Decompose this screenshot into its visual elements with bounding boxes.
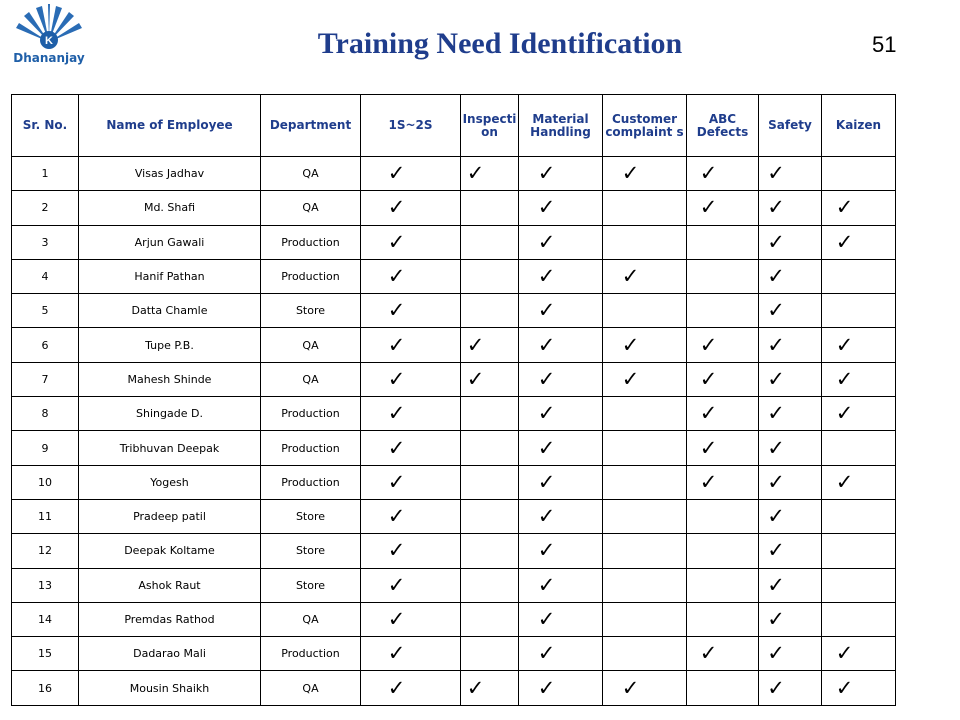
check-cell bbox=[603, 259, 687, 293]
check-cell bbox=[759, 431, 822, 465]
check-cell bbox=[822, 328, 896, 362]
check-cell bbox=[361, 191, 461, 225]
check-cell bbox=[687, 362, 759, 396]
cell-name: Tupe P.B. bbox=[79, 328, 261, 362]
checkmark-icon: ✓ bbox=[537, 229, 556, 254]
checkmark-icon: ✓ bbox=[699, 332, 718, 357]
check-cell bbox=[461, 157, 519, 191]
checkmark-icon: ✓ bbox=[621, 366, 640, 391]
check-cell bbox=[687, 637, 759, 671]
cell-sr: 5 bbox=[12, 294, 79, 328]
checkmark-icon: ✓ bbox=[699, 195, 718, 220]
check-cell bbox=[603, 568, 687, 602]
check-cell bbox=[822, 362, 896, 396]
checkmark-icon: ✓ bbox=[699, 401, 718, 426]
checkmark-icon: ✓ bbox=[387, 538, 406, 563]
checkmark-icon: ✓ bbox=[835, 229, 854, 254]
check-cell bbox=[361, 328, 461, 362]
check-cell bbox=[519, 568, 603, 602]
check-cell bbox=[822, 191, 896, 225]
check-cell bbox=[759, 191, 822, 225]
check-cell bbox=[461, 499, 519, 533]
checkmark-icon: ✓ bbox=[767, 161, 785, 186]
table-row bbox=[12, 294, 896, 328]
cell-dept: Production bbox=[261, 637, 361, 671]
checkmark-icon: ✓ bbox=[387, 332, 406, 357]
checkmark-icon: ✓ bbox=[537, 264, 556, 289]
check-cell bbox=[687, 328, 759, 362]
col-header: Kaizen bbox=[822, 95, 896, 157]
checkmark-icon: ✓ bbox=[767, 229, 785, 254]
checkmark-icon: ✓ bbox=[767, 195, 785, 220]
checkmark-icon: ✓ bbox=[537, 366, 556, 391]
checkmark-icon: ✓ bbox=[387, 641, 406, 666]
table-row bbox=[12, 362, 896, 396]
cell-dept: Production bbox=[261, 397, 361, 431]
check-cell bbox=[361, 362, 461, 396]
cell-dept: Production bbox=[261, 431, 361, 465]
checkmark-icon: ✓ bbox=[699, 161, 718, 186]
check-cell bbox=[461, 294, 519, 328]
checkmark-icon: ✓ bbox=[835, 366, 854, 391]
checkmark-icon: ✓ bbox=[537, 641, 556, 666]
check-cell bbox=[759, 671, 822, 705]
checkmark-icon: ✓ bbox=[387, 298, 406, 323]
table-row bbox=[12, 225, 896, 259]
cell-sr: 2 bbox=[12, 191, 79, 225]
cell-name: Deepak Koltame bbox=[79, 534, 261, 568]
cell-sr: 9 bbox=[12, 431, 79, 465]
check-cell bbox=[687, 568, 759, 602]
checkmark-icon: ✓ bbox=[537, 469, 556, 494]
check-cell bbox=[822, 294, 896, 328]
checkmark-icon: ✓ bbox=[466, 366, 485, 391]
checkmark-icon: ✓ bbox=[537, 332, 556, 357]
table-row bbox=[12, 157, 896, 191]
cell-dept: Store bbox=[261, 568, 361, 602]
check-cell bbox=[822, 499, 896, 533]
check-cell bbox=[822, 465, 896, 499]
check-cell bbox=[519, 671, 603, 705]
cell-sr: 12 bbox=[12, 534, 79, 568]
check-cell bbox=[519, 362, 603, 396]
page-number: 51 bbox=[872, 32, 897, 57]
check-cell bbox=[361, 568, 461, 602]
check-cell bbox=[603, 397, 687, 431]
check-cell bbox=[361, 294, 461, 328]
checkmark-icon: ✓ bbox=[387, 161, 406, 186]
cell-sr: 8 bbox=[12, 397, 79, 431]
col-header: Department bbox=[261, 95, 361, 157]
checkmark-icon: ✓ bbox=[767, 538, 785, 563]
cell-name: Hanif Pathan bbox=[79, 259, 261, 293]
table-body bbox=[12, 157, 896, 706]
col-header: Material Handling bbox=[519, 95, 603, 157]
col-header: ABC Defects bbox=[687, 95, 759, 157]
company-logo bbox=[6, 4, 92, 66]
check-cell bbox=[687, 431, 759, 465]
check-cell bbox=[603, 362, 687, 396]
check-cell bbox=[822, 637, 896, 671]
checkmark-icon: ✓ bbox=[767, 675, 785, 700]
cell-sr: 11 bbox=[12, 499, 79, 533]
check-cell bbox=[603, 499, 687, 533]
checkmark-icon: ✓ bbox=[537, 298, 556, 323]
cell-dept: Production bbox=[261, 259, 361, 293]
check-cell bbox=[361, 637, 461, 671]
check-cell bbox=[603, 534, 687, 568]
check-cell bbox=[759, 534, 822, 568]
check-cell bbox=[603, 671, 687, 705]
check-cell bbox=[759, 157, 822, 191]
svg-text:K: K bbox=[45, 35, 53, 47]
checkmark-icon: ✓ bbox=[835, 332, 854, 357]
cell-name: Visas Jadhav bbox=[79, 157, 261, 191]
cell-sr: 13 bbox=[12, 568, 79, 602]
checkmark-icon: ✓ bbox=[835, 469, 854, 494]
checkmark-icon: ✓ bbox=[387, 504, 406, 529]
table-row bbox=[12, 328, 896, 362]
check-cell bbox=[461, 362, 519, 396]
check-cell bbox=[759, 259, 822, 293]
table-row bbox=[12, 671, 896, 705]
check-cell bbox=[822, 534, 896, 568]
check-cell bbox=[519, 637, 603, 671]
check-cell bbox=[759, 499, 822, 533]
check-cell bbox=[687, 157, 759, 191]
checkmark-icon: ✓ bbox=[835, 675, 854, 700]
check-cell bbox=[461, 431, 519, 465]
check-cell bbox=[603, 191, 687, 225]
table-row bbox=[12, 465, 896, 499]
cell-dept: Production bbox=[261, 225, 361, 259]
table-row bbox=[12, 602, 896, 636]
check-cell bbox=[822, 259, 896, 293]
cell-name: Mousin Shaikh bbox=[79, 671, 261, 705]
checkmark-icon: ✓ bbox=[835, 195, 854, 220]
checkmark-icon: ✓ bbox=[537, 607, 556, 631]
check-cell bbox=[759, 225, 822, 259]
cell-dept: QA bbox=[261, 328, 361, 362]
check-cell bbox=[461, 191, 519, 225]
checkmark-icon: ✓ bbox=[537, 538, 556, 563]
checkmark-icon: ✓ bbox=[537, 435, 556, 460]
checkmark-icon: ✓ bbox=[699, 366, 718, 391]
checkmark-icon: ✓ bbox=[387, 401, 406, 426]
check-cell bbox=[461, 259, 519, 293]
check-cell bbox=[687, 499, 759, 533]
checkmark-icon: ✓ bbox=[767, 435, 785, 460]
check-cell bbox=[603, 637, 687, 671]
checkmark-icon: ✓ bbox=[767, 366, 785, 391]
check-cell bbox=[687, 397, 759, 431]
checkmark-icon: ✓ bbox=[466, 675, 485, 700]
check-cell bbox=[361, 397, 461, 431]
check-cell bbox=[822, 671, 896, 705]
cell-name: Md. Shafi bbox=[79, 191, 261, 225]
check-cell bbox=[687, 534, 759, 568]
check-cell bbox=[361, 225, 461, 259]
checkmark-icon: ✓ bbox=[621, 161, 640, 186]
cell-sr: 15 bbox=[12, 637, 79, 671]
checkmark-icon: ✓ bbox=[767, 572, 785, 597]
cell-sr: 4 bbox=[12, 259, 79, 293]
check-cell bbox=[519, 191, 603, 225]
check-cell bbox=[461, 225, 519, 259]
table-header-row bbox=[12, 95, 896, 157]
check-cell bbox=[822, 602, 896, 636]
cell-dept: Production bbox=[261, 465, 361, 499]
check-cell bbox=[603, 294, 687, 328]
checkmark-icon: ✓ bbox=[699, 435, 718, 460]
page-title: Training Need Identification bbox=[317, 27, 683, 60]
check-cell bbox=[519, 465, 603, 499]
check-cell bbox=[822, 431, 896, 465]
checkmark-icon: ✓ bbox=[537, 161, 556, 186]
checkmark-icon: ✓ bbox=[537, 401, 556, 426]
check-cell bbox=[603, 465, 687, 499]
checkmark-icon: ✓ bbox=[387, 435, 406, 460]
cell-sr: 7 bbox=[12, 362, 79, 396]
training-table bbox=[11, 94, 896, 706]
checkmark-icon: ✓ bbox=[835, 401, 854, 426]
check-cell bbox=[822, 225, 896, 259]
check-cell bbox=[519, 157, 603, 191]
check-cell bbox=[603, 328, 687, 362]
col-header: Inspecti on bbox=[461, 95, 519, 157]
cell-dept: QA bbox=[261, 362, 361, 396]
check-cell bbox=[519, 397, 603, 431]
table-row bbox=[12, 191, 896, 225]
logo-rays-icon bbox=[6, 4, 92, 52]
check-cell bbox=[603, 602, 687, 636]
check-cell bbox=[361, 259, 461, 293]
cell-name: Ashok Raut bbox=[79, 568, 261, 602]
cell-sr: 16 bbox=[12, 671, 79, 705]
checkmark-icon: ✓ bbox=[767, 332, 785, 357]
check-cell bbox=[759, 362, 822, 396]
table-row bbox=[12, 431, 896, 465]
check-cell bbox=[603, 431, 687, 465]
check-cell bbox=[461, 397, 519, 431]
check-cell bbox=[461, 534, 519, 568]
check-cell bbox=[759, 397, 822, 431]
check-cell bbox=[603, 157, 687, 191]
check-cell bbox=[361, 157, 461, 191]
cell-sr: 3 bbox=[12, 225, 79, 259]
checkmark-icon: ✓ bbox=[387, 675, 406, 700]
cell-sr: 1 bbox=[12, 157, 79, 191]
checkmark-icon: ✓ bbox=[835, 641, 854, 666]
check-cell bbox=[519, 534, 603, 568]
col-header: Sr. No. bbox=[12, 95, 79, 157]
check-cell bbox=[759, 568, 822, 602]
check-cell bbox=[361, 431, 461, 465]
check-cell bbox=[461, 328, 519, 362]
col-header: Safety bbox=[759, 95, 822, 157]
checkmark-icon: ✓ bbox=[621, 332, 640, 357]
table-row bbox=[12, 534, 896, 568]
cell-sr: 6 bbox=[12, 328, 79, 362]
check-cell bbox=[461, 671, 519, 705]
cell-dept: Store bbox=[261, 499, 361, 533]
checkmark-icon: ✓ bbox=[387, 195, 406, 220]
check-cell bbox=[361, 602, 461, 636]
check-cell bbox=[519, 259, 603, 293]
checkmark-icon: ✓ bbox=[767, 504, 785, 529]
checkmark-icon: ✓ bbox=[387, 607, 406, 631]
checkmark-icon: ✓ bbox=[466, 161, 485, 186]
check-cell bbox=[759, 465, 822, 499]
checkmark-icon: ✓ bbox=[387, 469, 406, 494]
check-cell bbox=[603, 225, 687, 259]
check-cell bbox=[759, 602, 822, 636]
check-cell bbox=[361, 499, 461, 533]
check-cell bbox=[519, 225, 603, 259]
check-cell bbox=[822, 568, 896, 602]
checkmark-icon: ✓ bbox=[387, 229, 406, 254]
cell-sr: 10 bbox=[12, 465, 79, 499]
checkmark-icon: ✓ bbox=[767, 607, 785, 631]
check-cell bbox=[759, 328, 822, 362]
cell-dept: QA bbox=[261, 191, 361, 225]
check-cell bbox=[822, 157, 896, 191]
checkmark-icon: ✓ bbox=[621, 675, 640, 700]
col-header: 1S~2S bbox=[361, 95, 461, 157]
cell-name: Premdas Rathod bbox=[79, 602, 261, 636]
checkmark-icon: ✓ bbox=[537, 572, 556, 597]
check-cell bbox=[687, 225, 759, 259]
cell-dept: Store bbox=[261, 534, 361, 568]
check-cell bbox=[687, 294, 759, 328]
check-cell bbox=[759, 294, 822, 328]
checkmark-icon: ✓ bbox=[537, 675, 556, 700]
check-cell bbox=[461, 465, 519, 499]
cell-sr: 14 bbox=[12, 602, 79, 636]
check-cell bbox=[687, 602, 759, 636]
checkmark-icon: ✓ bbox=[767, 264, 785, 289]
checkmark-icon: ✓ bbox=[767, 641, 785, 666]
cell-dept: QA bbox=[261, 602, 361, 636]
checkmark-icon: ✓ bbox=[387, 366, 406, 391]
check-cell bbox=[519, 602, 603, 636]
check-cell bbox=[687, 465, 759, 499]
check-cell bbox=[519, 499, 603, 533]
table-row bbox=[12, 637, 896, 671]
checkmark-icon: ✓ bbox=[699, 641, 718, 666]
checkmark-icon: ✓ bbox=[621, 264, 640, 289]
cell-dept: QA bbox=[261, 157, 361, 191]
table-row bbox=[12, 499, 896, 533]
logo-text: Dhananjay bbox=[13, 51, 85, 65]
check-cell bbox=[687, 191, 759, 225]
cell-name: Pradeep patil bbox=[79, 499, 261, 533]
check-cell bbox=[361, 671, 461, 705]
check-cell bbox=[461, 637, 519, 671]
check-cell bbox=[687, 671, 759, 705]
check-cell bbox=[461, 602, 519, 636]
check-cell bbox=[519, 294, 603, 328]
check-cell bbox=[361, 465, 461, 499]
cell-name: Yogesh bbox=[79, 465, 261, 499]
table-row bbox=[12, 397, 896, 431]
checkmark-icon: ✓ bbox=[387, 264, 406, 289]
cell-name: Arjun Gawali bbox=[79, 225, 261, 259]
cell-name: Tribhuvan Deepak bbox=[79, 431, 261, 465]
check-cell bbox=[687, 259, 759, 293]
cell-dept: QA bbox=[261, 671, 361, 705]
cell-name: Datta Chamle bbox=[79, 294, 261, 328]
cell-name: Dadarao Mali bbox=[79, 637, 261, 671]
check-cell bbox=[519, 328, 603, 362]
checkmark-icon: ✓ bbox=[767, 401, 785, 426]
table-row bbox=[12, 568, 896, 602]
checkmark-icon: ✓ bbox=[537, 195, 556, 220]
checkmark-icon: ✓ bbox=[387, 572, 406, 597]
cell-dept: Store bbox=[261, 294, 361, 328]
checkmark-icon: ✓ bbox=[767, 298, 785, 323]
col-header: Customer complaint s bbox=[603, 95, 687, 157]
cell-name: Mahesh Shinde bbox=[79, 362, 261, 396]
table-row bbox=[12, 259, 896, 293]
cell-name: Shingade D. bbox=[79, 397, 261, 431]
checkmark-icon: ✓ bbox=[466, 332, 485, 357]
check-cell bbox=[519, 431, 603, 465]
checkmark-icon: ✓ bbox=[767, 469, 785, 494]
checkmark-icon: ✓ bbox=[537, 504, 556, 529]
check-cell bbox=[361, 534, 461, 568]
checkmark-icon: ✓ bbox=[699, 469, 718, 494]
check-cell bbox=[759, 637, 822, 671]
check-cell bbox=[461, 568, 519, 602]
col-header: Name of Employee bbox=[79, 95, 261, 157]
check-cell bbox=[822, 397, 896, 431]
